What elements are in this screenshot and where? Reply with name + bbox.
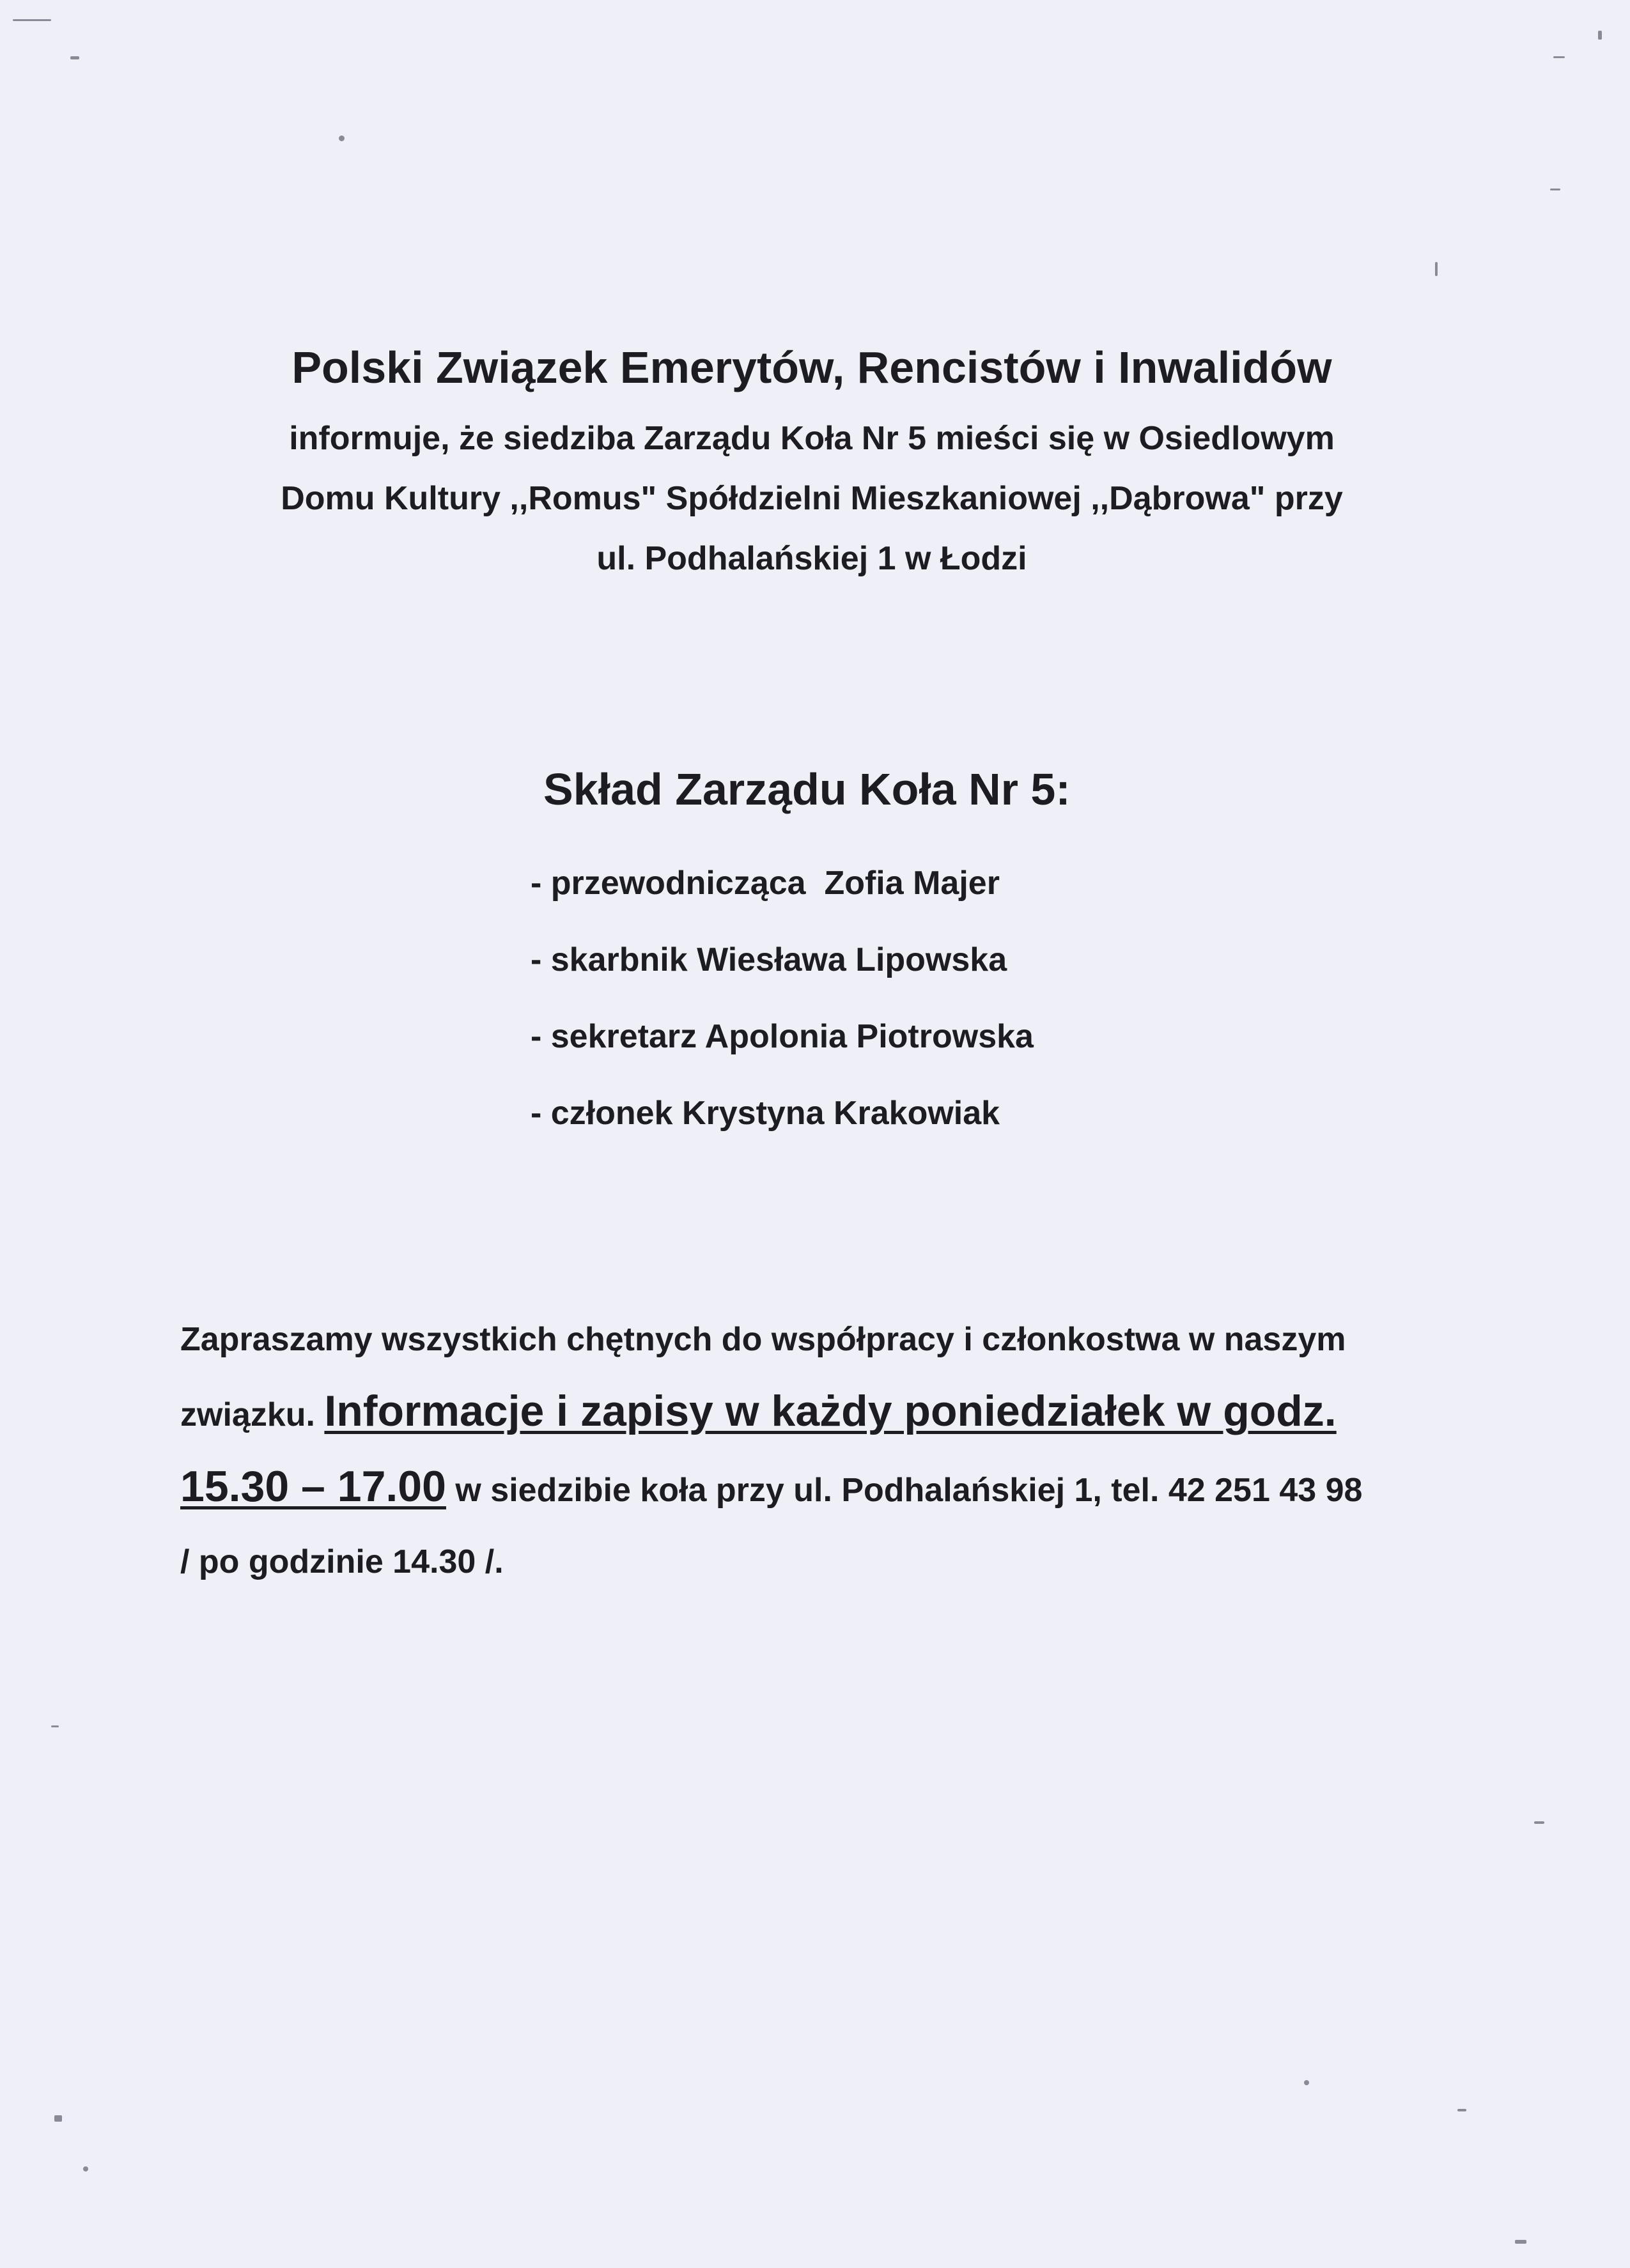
office-hours-time: 15.30 – 17.00 — [180, 1462, 446, 1511]
board-section — [531, 754, 1298, 1152]
organization-title: Polski Związek Emerytów, Rencistów i Inwalidów — [291, 343, 1332, 392]
intro-line: ul. Podhalańskiej 1 w Łodzi — [596, 540, 1027, 577]
scan-speck — [83, 2166, 88, 2172]
board-member-item: - sekretarz Apolonia Piotrowska — [531, 1018, 1034, 1055]
invitation-section — [180, 1304, 1523, 1598]
board-title: Skład Zarządu Koła Nr 5: — [543, 764, 1071, 814]
scan-speck — [1598, 31, 1602, 40]
scan-speck — [1304, 2080, 1309, 2085]
board-member-item: - przewodnicząca Zofia Majer — [531, 865, 1000, 902]
heading-block — [153, 336, 1470, 589]
office-address-phone: w siedzibie koła przy ul. Podhalańskiej 1, tel. 42 251 43 98 — [455, 1472, 1363, 1509]
scan-speck — [1435, 262, 1438, 276]
scan-speck — [70, 56, 79, 59]
intro-line: Domu Kultury ,,Romus" Spółdzielni Mieszkaniowej ,,Dąbrowa" przy — [281, 480, 1343, 517]
invitation-line — [180, 1451, 1523, 1526]
office-hours-emphasis: Informacje i zapisy w każdy poniedziałek w godz. — [324, 1387, 1337, 1435]
scan-speck — [1534, 1821, 1544, 1824]
scan-speck — [339, 135, 345, 141]
scan-speck — [1457, 2109, 1466, 2111]
scan-speck — [1550, 189, 1560, 190]
invitation-line: Zapraszamy wszystkich chętnych do współpracy i członkostwa w naszym — [180, 1321, 1346, 1358]
scan-speck — [54, 2115, 62, 2122]
scan-speck — [1553, 56, 1565, 58]
invitation-line — [180, 1375, 1523, 1451]
scan-speck — [13, 19, 51, 21]
intro-line: informuje, że siedziba Zarządu Koła Nr 5 mieści się w Osiedlowym — [289, 420, 1335, 457]
scan-speck — [1515, 2240, 1526, 2244]
scan-speck — [51, 1725, 59, 1727]
board-member-item: - członek Krystyna Krakowiak — [531, 1095, 1000, 1132]
invitation-lead-text: związku. — [180, 1396, 315, 1433]
board-member-item: - skarbnik Wiesława Lipowska — [531, 941, 1007, 978]
invitation-line: / po godzinie 14.30 /. — [180, 1543, 504, 1580]
